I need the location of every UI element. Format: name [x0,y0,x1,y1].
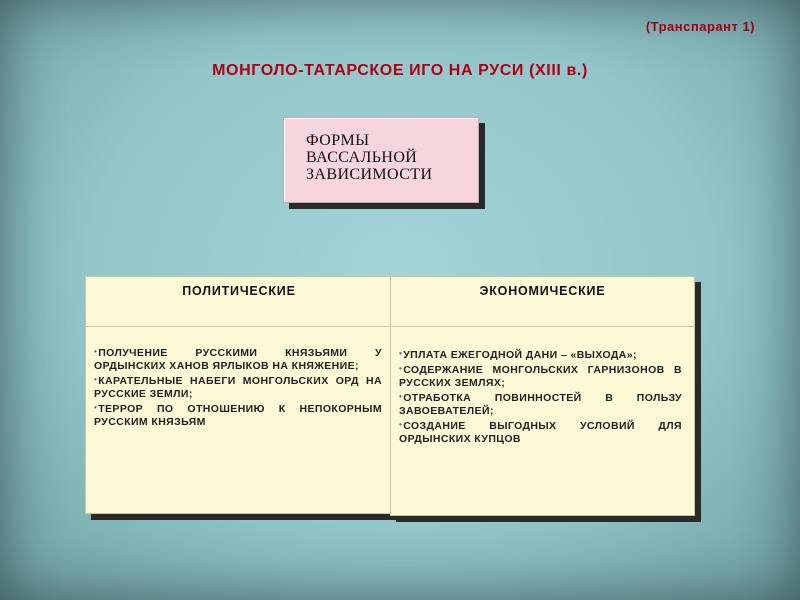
bullet-icon: • [94,403,98,412]
page-title: МОНГОЛО-ТАТАРСКОЕ ИГО НА РУСИ (XIII в.) [212,62,588,79]
forms-box-line: ЗАВИСИМОСТИ [306,166,433,183]
transparency-label: (Транспарант 1) [645,19,755,34]
bullet-icon: • [399,364,403,373]
bullet-icon: • [399,392,403,401]
list-item [94,345,382,373]
political-panel [85,276,393,514]
economic-panel [390,276,695,516]
list-item-text: ПОЛУЧЕНИЕ РУССКИМИ КНЯЗЬЯМИ У ОРДЫНСКИХ ХАНОВ ЯРЛЫКОВ НА КНЯЖЕНИЕ; [94,347,382,372]
forms-box-line: ВАССАЛЬНОЙ [306,149,418,166]
list-item-text: УПЛАТА ЕЖЕГОДНОЙ ДАНИ – «ВЫХОДА»; [403,349,637,361]
forms-box-line: ФОРМЫ [306,132,370,149]
economic-list [391,327,694,446]
list-item [399,362,682,390]
bullet-icon: • [94,375,98,384]
list-item-text: СОДЕРЖАНИЕ МОНГОЛЬСКИХ ГАРНИЗОНОВ В РУССКИХ ЗЕМЛЯХ; [399,364,682,389]
list-item [94,401,382,429]
list-item [399,418,682,446]
political-header: ПОЛИТИЧЕСКИЕ [86,277,392,327]
economic-header: ЭКОНОМИЧЕСКИЕ [391,277,694,327]
list-item [94,373,382,401]
list-item-text: ОТРАБОТКА ПОВИННОСТЕЙ В ПОЛЬЗУ ЗАВОЕВАТЕЛЕЙ; [399,392,682,417]
list-item-text: СОЗДАНИЕ ВЫГОДНЫХ УСЛОВИЙ ДЛЯ ОРДЫНСКИХ КУПЦОВ [399,420,682,445]
political-list [86,327,392,429]
bullet-icon: • [399,349,403,358]
list-item [399,347,682,362]
bullet-icon: • [94,347,98,356]
list-item-text: ТЕРРОР ПО ОТНОШЕНИЮ К НЕПОКОРНЫМ РУССКИМ КНЯЗЬЯМ [94,403,382,428]
bullet-icon: • [399,420,403,429]
vassal-forms-box [283,117,479,203]
list-item-text: КАРАТЕЛЬНЫЕ НАБЕГИ МОНГОЛЬСКИХ ОРД НА РУССКИЕ ЗЕМЛИ; [94,375,382,400]
list-item [399,390,682,418]
